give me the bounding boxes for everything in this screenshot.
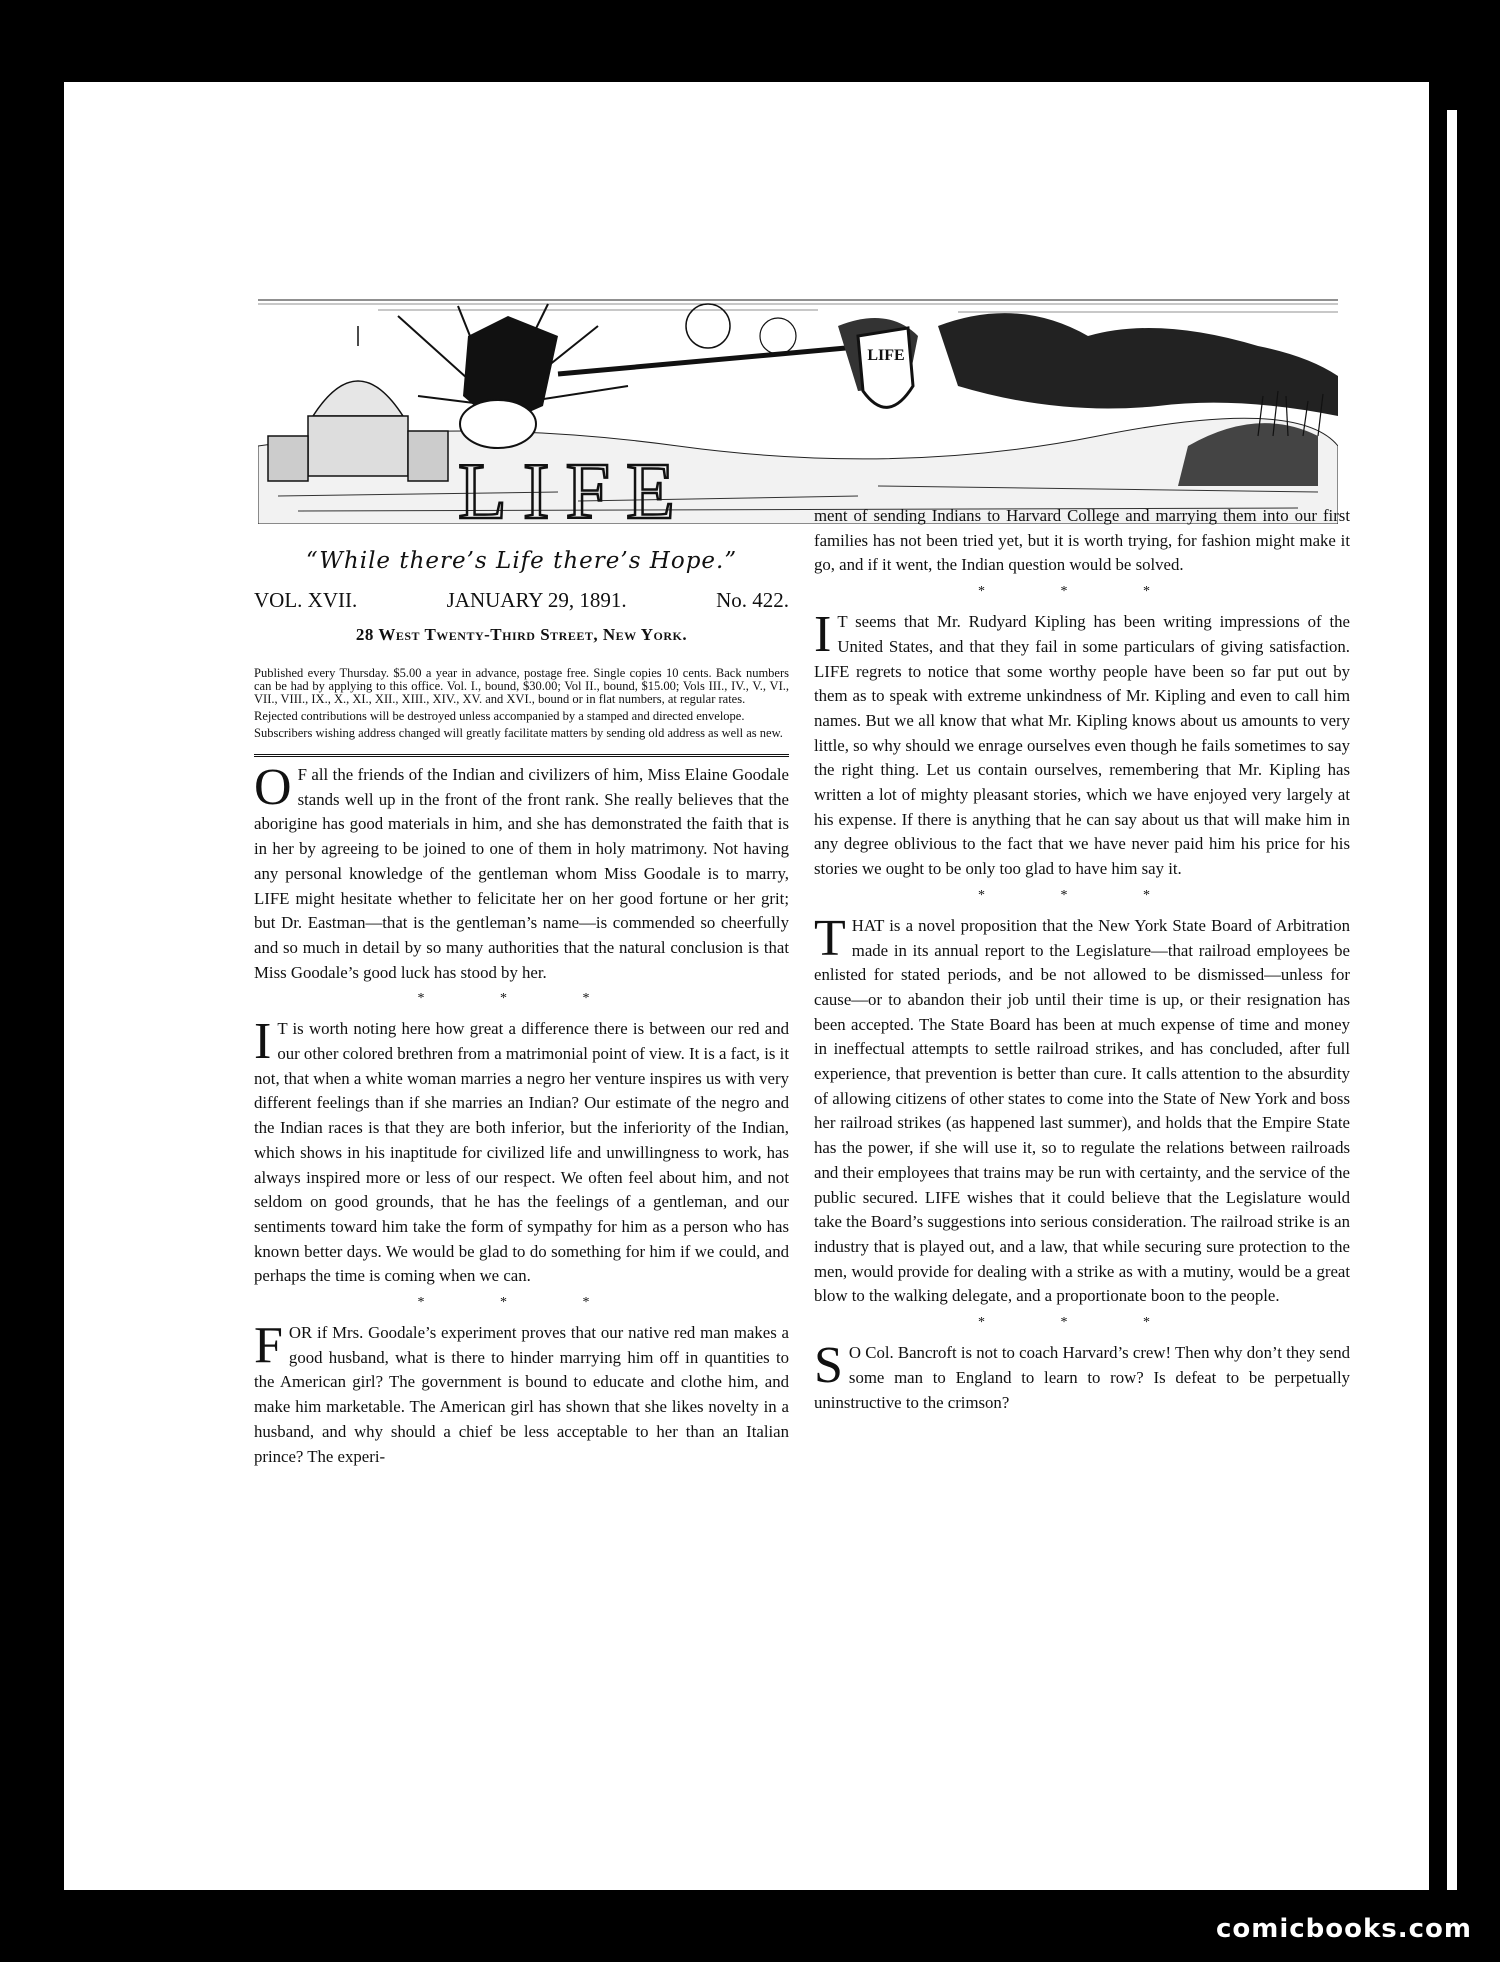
paragraph [254, 1317, 789, 1469]
paragraph [254, 759, 789, 985]
paragraph [814, 504, 1350, 578]
section-stars: * * * [978, 584, 1186, 600]
next-page-edge [1447, 110, 1457, 1890]
section-stars: * * * [417, 991, 626, 1007]
paragraph-text: ment of sending Indians to Harvard College and marrying them into our first families has not been tried yet, but it is worth trying, for fashion might make it go, and if it went, the Indian question would be solved. [814, 506, 1350, 575]
double-rule [254, 754, 789, 757]
office-address: 28 West Twenty-Third Street, New York. [355, 625, 688, 644]
issue-number: No. 422. [716, 588, 789, 612]
motto: “While there’s Life there’s Hope.” [305, 548, 738, 574]
address-change-notice: Subscribers wishing address changed will greatly facilitate matters by sending old address as well as new. [254, 726, 783, 740]
paragraph-text: F all the friends of the Indian and civilizers of him, Miss Elaine Goodale stands well up in the front of the front rank. She really believes that the aborigine has good materials in him, and she has demonstrated the faith that is in her by agreeing to be joined to one of them in holy matrimony. Not having any personal knowledge of the gentleman whom Miss Goodale is to marry, LIFE might hesitate whether to felicitate her on her good fortune or her grit; but Dr. Eastman—that is the gentleman’s name—is commended so cheerfully and so much in detail by so many authorities that the natural conclusion is that Miss Goodale’s good luck has stood by her. [254, 765, 789, 982]
paragraph-text: T seems that Mr. Rudyard Kipling has been writing impressions of the United States, and that they fail in some particulars of giving satisfaction. LIFE regrets to notice that some worthy people have been so far put out by them as to speak with extreme unkindness of Mr. Kipling and even to call him names. But we all know that what Mr. Kipling knows about us amounts to very little, so why should we enrage ourselves even though he fails sometimes to say the right thing. Let us contain ourselves, remembering that Mr. Kipling has written a lot of mighty pleasant stories, which we have enjoyed very largely at his expense. If there is anything that he can say about us that will make him in any degree oblivious to the fact that we have never paid him his price for his stories we ought to be only too glad to have him say it. [814, 612, 1350, 879]
column-left [254, 540, 789, 1469]
column-right [814, 504, 1350, 1415]
paragraph [814, 909, 1350, 1309]
paragraph [254, 1013, 789, 1289]
masthead-title: LIFE [458, 448, 691, 524]
paragraph [814, 1337, 1350, 1415]
paragraph-text: T is worth noting here how great a difference there is between our red and our other colored brethren from a matrimonial point of view. It is a fact, is it not, that when a white woman marries a negro her venture inspires us with very different feelings than if she marries an Indian? Our estimate of the negro and the Indian races is that they are both inferior, but the inferiority of the Indian, which shows in his inaptitude for civilized life and unwillingness to work, has always inspired more or less of our respect. We often feel about him, and not seldom on good grounds, that he has the feelings of a gentleman, and our sentiments toward him take the form of sympathy for him as a person who has known better days. We would be glad to do something for him if we could, and perhaps the time is coming when we can. [254, 1019, 789, 1286]
shield-text: LIFE [867, 347, 905, 364]
paragraph-text: OR if Mrs. Goodale’s experiment proves that our native red man makes a good husband, what is there to hinder marrying him off in quantities to the American girl? The government is bound to educate and clothe him, and make him marketable. The American girl has shown that she likes novelty in a husband, and why should a chief be less acceptable to her than an Italian prince? The experi- [254, 1323, 789, 1466]
paragraph-text: O Col. Bancroft is not to coach Harvard’s crew! Then why don’t they send some man to England to learn to row? Is defeat to be perpetually uninstructive to the crimson? [814, 1343, 1350, 1412]
volume: VOL. XVII. [254, 588, 358, 612]
issue-date: JANUARY 29, 1891. [446, 588, 627, 612]
drop-cap: I [254, 1013, 272, 1071]
drop-cap: O [254, 759, 292, 816]
drop-cap: F [254, 1317, 283, 1375]
site-watermark: comicbooks.com [1215, 1914, 1472, 1944]
drop-cap: T [814, 909, 846, 967]
section-stars: * * * [978, 1315, 1186, 1331]
contributions-notice: Rejected contributions will be destroyed unless accompanied by a stamped and directed envelope. [254, 709, 745, 723]
issue-line [254, 588, 789, 613]
section-stars: * * * [417, 1295, 626, 1311]
subscription-notice: Published every Thursday. $5.00 a year in advance, postage free. Single copies 10 cents. Back numbers can be had by applying to this office. Vol. I., bound, $30.00; Vol II., bound, $15.00; Vols III., IV., V., VI., VII., VIII., IX., X., XI., XII., XIII., XIV., XV. and XVI., bound or in flat numbers, at regular rates. [254, 666, 789, 706]
section-stars: * * * [978, 887, 1186, 903]
drop-cap: I [814, 606, 832, 664]
masthead-illustration [258, 296, 1338, 524]
paragraph [814, 606, 1350, 882]
drop-cap: S [814, 1337, 843, 1395]
paragraph-text: HAT is a novel proposition that the New York State Board of Arbitration made in its annual report to the Legislature—that railroad employees be enlisted for stated periods, and be not allowed to be dismissed—unless for cause—or to abandon their job until their time is up, or their resignation has been accepted. The State Board has been at much expense of time and money in ineffectual attempts to settle railroad strikes, and has concluded, after full experience, that prevention is better than cure. It calls attention to the absurdity of allowing citizens of other states to come into the State of New York and boss her railroad strikes (as happened last summer), and holds that the Empire State has the power, if she will use it, so to regulate the relations between railroads and their employees that trains may be run with certainty, and the service of the public secured. LIFE wishes that it could believe that the Legislature would take the Board’s suggestions into serious consideration. The railroad strike is an industry that is played out, and a law, that while securing sure protection to the men, would provide for dealing with a strike as with a mutiny, would be a great blow to the walking delegate, and a proportionate boon to the people. [814, 915, 1350, 1306]
